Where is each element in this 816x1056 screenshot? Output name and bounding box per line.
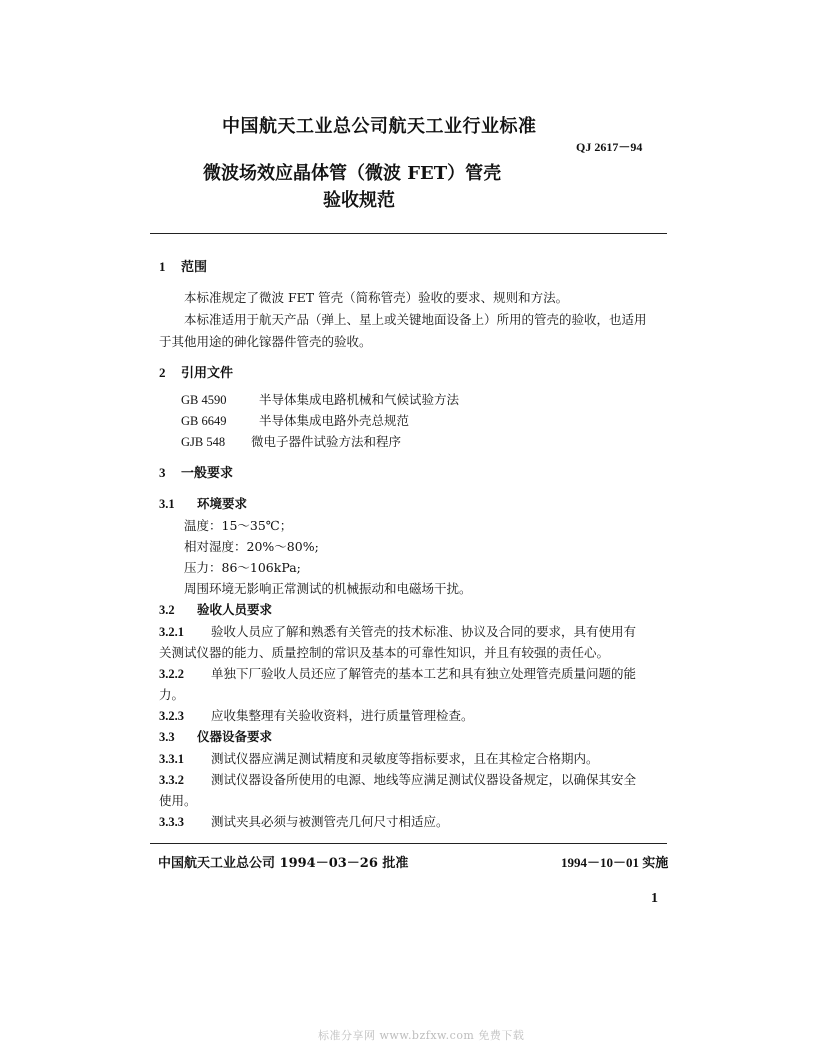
clause-number: 3.2.3 [159,709,184,723]
clause-number: 3.3.1 [159,752,184,766]
clause-continuation: 关测试仪器的能力、质量控制的常识及基本的可靠性知识，并且有较强的责任心。 [159,645,610,660]
section-title: 仪器设备要求 [197,729,273,744]
watermark: 标准分享网 www.bzfxw.com 免费下载 [318,1029,525,1042]
paragraph-continuation: 于其他用途的砷化镓器件管壳的验收。 [159,334,372,349]
clause-continuation: 使用。 [159,793,197,808]
document-title-line2: 验收规范 [323,190,395,211]
section-number: 1 [159,259,166,274]
header-divider [150,233,667,234]
clause-3-3-2 [159,770,636,788]
clause-text: 测试仪器应满足测试精度和灵敏度等指标要求，且在其检定合格期内。 [211,751,599,766]
implementation-date: 1994－10－01 实施 [561,855,669,870]
subsection-3-1-heading [159,494,247,512]
paragraph: 本标准适用于航天产品（弹上、星上或关键地面设备上）所用的管壳的验收，也适用 [184,312,647,327]
section-number: 3.3 [159,730,175,744]
section-number: 3.1 [159,497,175,511]
section-title: 一般要求 [181,466,234,481]
clause-text: 测试夹具必须与被测管壳几何尺寸相适应。 [211,814,449,829]
clause-3-2-3 [159,706,474,724]
reference-code: GB 6649 [181,414,227,428]
organization-standard-heading: 中国航天工业总公司航天工业行业标准 [222,116,537,137]
section-title: 验收人员要求 [197,602,273,617]
section-number: 3 [159,465,166,480]
clause-number: 3.3.2 [159,773,184,787]
standard-code: QJ 2617－94 [576,140,643,154]
clause-3-2-1 [159,622,636,640]
section-1-heading [159,256,207,275]
clause-text: 单独下厂验收人员还应了解管壳的基本工艺和具有独立处理管壳质量问题的能 [211,666,637,681]
clause-number: 3.3.3 [159,815,184,829]
reference-code: GB 4590 [181,393,227,407]
subsection-3-3-heading [159,727,272,745]
clause-text: 验收人员应了解和熟悉有关管壳的技术标准、协议及合同的要求，具有使用有 [211,624,637,639]
clause-text: 应收集整理有关验收资料，进行质量管理检查。 [211,708,474,723]
reference-item [181,432,401,450]
clause-number: 3.2.2 [159,667,184,681]
environment-requirement: 相对湿度：20%～80%; [184,539,319,554]
reference-title: 半导体集成电路机械和气候试验方法 [259,392,460,407]
environment-requirement: 温度：15～35℃； [184,518,293,533]
reference-item [181,390,459,408]
section-title: 引用文件 [181,366,234,381]
section-2-heading [159,362,233,381]
environment-requirement: 压力：86～106kPa; [184,560,301,575]
section-number: 3.2 [159,603,175,617]
clause-text: 测试仪器设备所使用的电源、地线等应满足测试仪器设备规定，以确保其安全 [211,772,637,787]
section-3-heading [159,462,233,481]
approval-statement: 中国航天工业总公司 1994－03－26 批准 [158,856,409,871]
section-number: 2 [159,365,166,380]
clause-3-3-3 [159,812,449,830]
reference-item [181,411,409,429]
clause-continuation: 力。 [159,687,185,702]
page-number: 1 [651,891,658,906]
reference-code: GJB 548 [181,435,226,449]
reference-title: 半导体集成电路外壳总规范 [259,413,410,428]
section-title: 范围 [181,260,208,275]
clause-3-3-1 [159,749,599,767]
clause-number: 3.2.1 [159,625,184,639]
reference-title: 微电子器件试验方法和程序 [251,434,402,449]
paragraph: 本标准规定了微波 FET 管壳（简称管壳）验收的要求、规则和方法。 [184,290,569,305]
environment-requirement: 周围环境无影响正常测试的机械振动和电磁场干扰。 [184,581,472,596]
section-title: 环境要求 [197,496,248,511]
subsection-3-2-heading [159,600,272,618]
document-title-line1: 微波场效应晶体管（微波 FET）管壳 [203,163,502,184]
footer-divider [150,843,667,844]
clause-3-2-2 [159,664,636,682]
